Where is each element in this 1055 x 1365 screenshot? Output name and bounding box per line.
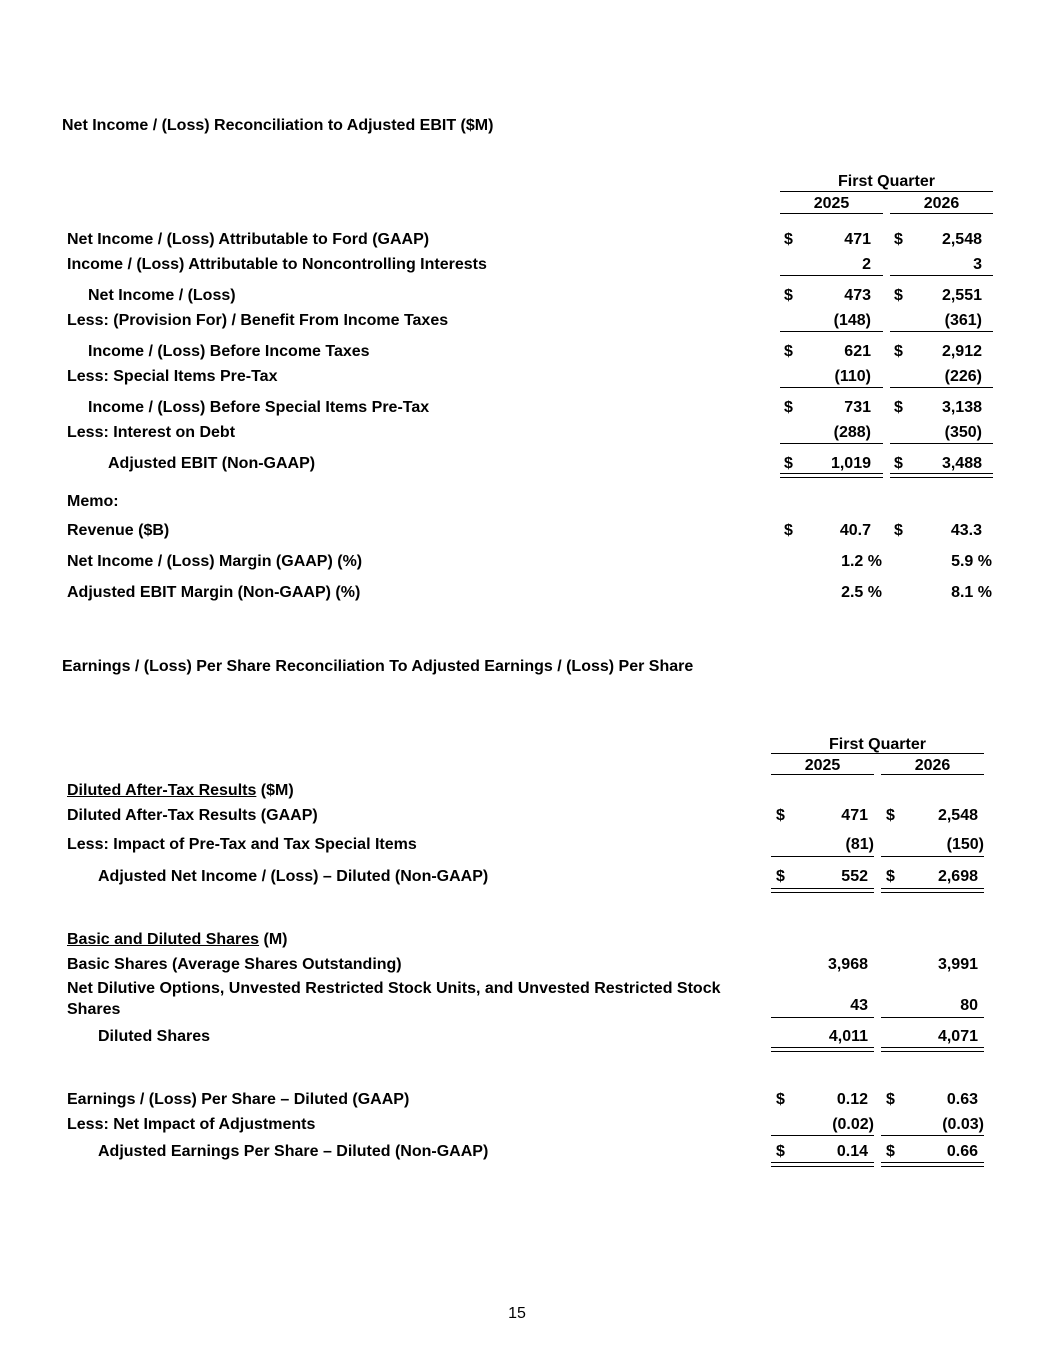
section1-title: Net Income / (Loss) Reconciliation to Adjusted EBIT ($M) xyxy=(62,117,494,134)
s1-subtotal-rule xyxy=(780,331,883,332)
s1-memo-label: Memo: xyxy=(67,493,119,510)
s2-eps-value-2025: 0.14 xyxy=(836,1143,868,1160)
s1-row-value-2025: 621 xyxy=(844,343,871,360)
s2-row-dollar-1: $ xyxy=(776,807,785,824)
s1-subtotal-rule xyxy=(890,331,993,332)
s2-row-value-2026: (150) xyxy=(946,836,984,853)
section1-year-2025: 2025 xyxy=(813,195,850,212)
s2-total-double-rule xyxy=(881,1162,984,1167)
s1-memo-row-label: Net Income / (Loss) Margin (GAAP) (%) xyxy=(67,553,363,570)
s1-row-dollar-1: $ xyxy=(784,455,793,472)
s1-memo-value-2026: 8.1 % xyxy=(951,584,992,601)
s1-row-dollar-1: $ xyxy=(784,287,793,304)
s1-memo-value-2025: 40.7 xyxy=(839,522,871,539)
s1-row-dollar-2: $ xyxy=(894,455,903,472)
s2-eps-row-label: Less: Net Impact of Adjustments xyxy=(67,1116,316,1133)
s1-row-label: Less: (Provision For) / Benefit From Income Taxes xyxy=(67,312,449,329)
s1-memo-value-2026: 5.9 % xyxy=(951,553,992,570)
s1-row-value-2026: 2,551 xyxy=(941,287,982,304)
section2-year-2025: 2025 xyxy=(804,757,841,774)
section2-period-header: First Quarter xyxy=(829,736,926,753)
s2-after-tax-heading xyxy=(67,781,294,800)
s2-row-value-2026: 2,548 xyxy=(937,807,978,824)
s1-memo-dollar-2: $ xyxy=(894,522,903,539)
s1-total-double-rule xyxy=(780,473,883,478)
s1-total-label: Adjusted EBIT (Non-GAAP) xyxy=(108,455,316,472)
s2-eps-value-2025: (0.02) xyxy=(832,1116,874,1133)
s2-after-tax-heading-text: Diluted After-Tax Results xyxy=(67,782,257,799)
s1-row-label: Net Income / (Loss) Attributable to Ford (GAAP) xyxy=(67,231,430,248)
s1-row-value-2026: (226) xyxy=(944,368,982,385)
s1-row-value-2025: (110) xyxy=(834,368,871,385)
s1-subtotal-rule xyxy=(780,275,883,276)
s1-row-value-2025: (288) xyxy=(833,424,871,441)
s1-row-value-2026: (361) xyxy=(944,312,982,329)
section2-header-rule xyxy=(771,753,984,754)
s2-eps-dollar-1: $ xyxy=(776,1143,785,1160)
s2-subtotal-rule xyxy=(771,1135,874,1136)
s1-row-value-2026: (350) xyxy=(944,424,982,441)
s1-total-double-rule xyxy=(890,473,993,478)
s1-row-label: Less: Interest on Debt xyxy=(67,424,236,441)
s2-shares-value-2026: 4,071 xyxy=(937,1028,978,1045)
s2-eps-value-2026: (0.03) xyxy=(942,1116,984,1133)
s2-row-value-2025: 552 xyxy=(841,868,868,885)
s2-row-value-2025: 471 xyxy=(841,807,868,824)
s1-subtotal-rule xyxy=(780,387,883,388)
s2-subtotal-rule xyxy=(771,856,874,857)
s2-eps-row-label: Earnings / (Loss) Per Share – Diluted (GAAP) xyxy=(67,1091,410,1108)
s2-eps-dollar-2: $ xyxy=(886,1143,895,1160)
s1-row-label: Income / (Loss) Attributable to Noncontrolling Interests xyxy=(67,256,487,273)
s2-eps-value-2026: 0.66 xyxy=(946,1143,978,1160)
s1-row-dollar-1: $ xyxy=(784,399,793,416)
s1-memo-dollar-1: $ xyxy=(784,522,793,539)
s1-row-dollar-2: $ xyxy=(894,231,903,248)
s1-row-value-2026: 3,488 xyxy=(941,455,982,472)
s2-eps-dollar-1: $ xyxy=(776,1091,785,1108)
section1-period-header: First Quarter xyxy=(838,173,935,190)
s2-subtotal-rule xyxy=(881,1135,984,1136)
s2-shares-unit: (M) xyxy=(259,931,288,948)
s1-row-value-2025: 471 xyxy=(844,231,871,248)
s1-memo-row-label: Revenue ($B) xyxy=(67,522,170,539)
s1-row-dollar-2: $ xyxy=(894,399,903,416)
s2-row-dollar-2: $ xyxy=(886,807,895,824)
s2-after-tax-unit: ($M) xyxy=(256,782,294,799)
s2-eps-value-2025: 0.12 xyxy=(836,1091,868,1108)
section1-year-2026: 2026 xyxy=(923,195,960,212)
s2-eps-dollar-2: $ xyxy=(886,1091,895,1108)
s2-shares-row-label: Basic Shares (Average Shares Outstanding) xyxy=(67,956,402,973)
s2-row-label: Diluted After-Tax Results (GAAP) xyxy=(67,807,318,824)
s2-total-double-rule xyxy=(881,888,984,893)
s2-eps-total-label: Adjusted Earnings Per Share – Diluted (Non-GAAP) xyxy=(98,1143,489,1160)
s2-subtotal-rule xyxy=(881,856,984,857)
s1-memo-value-2026: 43.3 xyxy=(950,522,982,539)
s1-row-dollar-1: $ xyxy=(784,231,793,248)
s1-subtotal-rule xyxy=(890,443,993,444)
s2-shares-value-2026: 3,991 xyxy=(937,956,978,973)
section2-year-rule-2 xyxy=(881,774,984,775)
s2-total-double-rule xyxy=(771,888,874,893)
s2-subtotal-rule xyxy=(771,1017,874,1018)
s1-row-label: Income / (Loss) Before Special Items Pre-Tax xyxy=(88,399,430,416)
s1-row-label: Net Income / (Loss) xyxy=(88,287,236,304)
s2-shares-heading xyxy=(67,930,288,949)
s2-shares-total-label: Diluted Shares xyxy=(98,1028,211,1045)
s2-shares-value-2025: 43 xyxy=(850,997,868,1014)
s1-memo-row-label: Adjusted EBIT Margin (Non-GAAP) (%) xyxy=(67,584,361,601)
s2-total-double-rule xyxy=(881,1047,984,1052)
s2-row-dollar-2: $ xyxy=(886,868,895,885)
s1-row-value-2025: 2 xyxy=(862,256,871,273)
s1-row-value-2026: 3 xyxy=(973,256,982,273)
s1-row-label: Income / (Loss) Before Income Taxes xyxy=(88,343,370,360)
s2-row-label: Less: Impact of Pre-Tax and Tax Special Items xyxy=(67,836,417,853)
s1-row-dollar-2: $ xyxy=(894,343,903,360)
s1-row-dollar-1: $ xyxy=(784,343,793,360)
s1-row-label: Less: Special Items Pre-Tax xyxy=(67,368,278,385)
page-number: 15 xyxy=(508,1305,526,1322)
section1-header-rule xyxy=(780,191,993,192)
section1-year-rule-2 xyxy=(890,213,993,214)
s2-shares-value-2025: 3,968 xyxy=(827,956,868,973)
s1-row-value-2025: 1,019 xyxy=(830,455,871,472)
s2-total-double-rule xyxy=(771,1047,874,1052)
s1-memo-value-2025: 1.2 % xyxy=(841,553,882,570)
s2-shares-row-label-cont: Shares xyxy=(67,1001,121,1018)
s1-row-value-2026: 2,548 xyxy=(941,231,982,248)
s2-shares-row-label: Net Dilutive Options, Unvested Restricted Stock Units, and Unvested Restricted Stock xyxy=(67,980,721,997)
s2-eps-value-2026: 0.63 xyxy=(946,1091,978,1108)
s1-row-value-2025: 473 xyxy=(844,287,871,304)
s2-row-value-2025: (81) xyxy=(845,836,874,853)
s1-row-value-2025: 731 xyxy=(844,399,871,416)
s2-shares-value-2026: 80 xyxy=(960,997,978,1014)
s1-row-value-2026: 2,912 xyxy=(941,343,982,360)
s1-row-value-2026: 3,138 xyxy=(941,399,982,416)
section2-year-rule-1 xyxy=(771,774,874,775)
s2-row-value-2026: 2,698 xyxy=(937,868,978,885)
section1-year-rule-1 xyxy=(780,213,883,214)
s1-row-value-2025: (148) xyxy=(833,312,871,329)
s2-shares-value-2025: 4,011 xyxy=(828,1028,868,1045)
s2-row-dollar-1: $ xyxy=(776,868,785,885)
s1-subtotal-rule xyxy=(890,387,993,388)
s1-row-dollar-2: $ xyxy=(894,287,903,304)
s2-subtotal-rule xyxy=(881,1017,984,1018)
s2-shares-heading-text: Basic and Diluted Shares xyxy=(67,931,260,948)
s2-total-label: Adjusted Net Income / (Loss) – Diluted (Non-GAAP) xyxy=(98,868,489,885)
s2-total-double-rule xyxy=(771,1162,874,1167)
s1-subtotal-rule xyxy=(890,275,993,276)
section2-year-2026: 2026 xyxy=(914,757,951,774)
s1-memo-value-2025: 2.5 % xyxy=(841,584,882,601)
section2-title: Earnings / (Loss) Per Share Reconciliation To Adjusted Earnings / (Loss) Per Share xyxy=(62,658,694,675)
s1-subtotal-rule xyxy=(780,443,883,444)
